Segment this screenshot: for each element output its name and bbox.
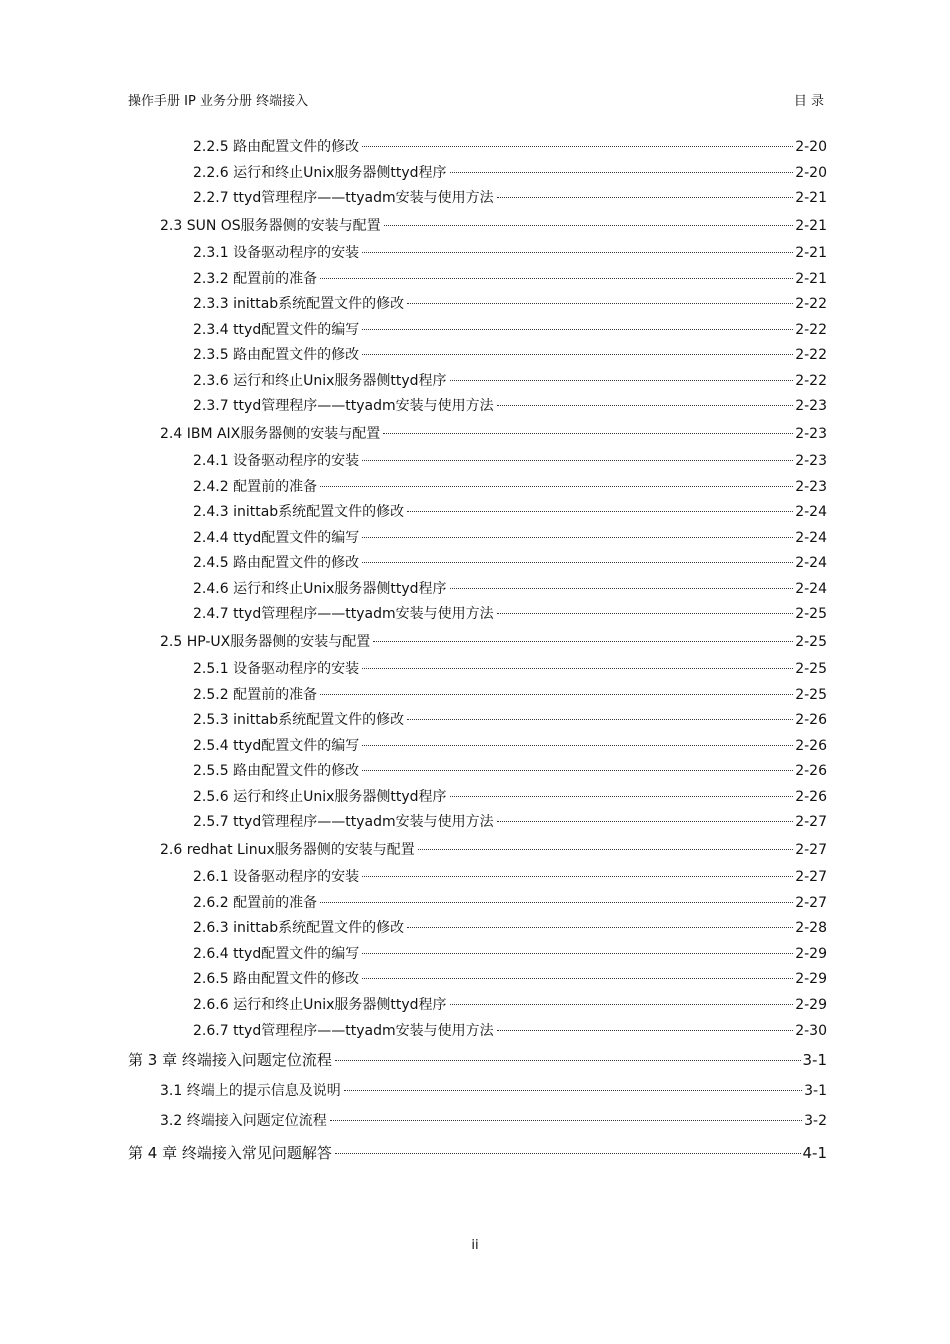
dot-leader <box>450 1004 794 1005</box>
toc-entry[interactable] <box>128 1143 827 1163</box>
toc-entry-title: 2.4.5 路由配置文件的修改 <box>193 555 360 571</box>
dot-leader <box>320 902 793 903</box>
toc-entry[interactable] <box>193 371 827 391</box>
toc-entry-page: 2-23 <box>795 398 827 414</box>
toc-entry-title: 2.6.1 设备驱动程序的安装 <box>193 869 360 885</box>
toc-entry[interactable] <box>193 269 827 289</box>
toc-entry[interactable] <box>193 867 827 887</box>
toc-entry[interactable] <box>193 736 827 756</box>
toc-entry[interactable] <box>160 632 827 652</box>
toc-entry-title: 2.3.7 ttyd管理程序——ttyadm安装与使用方法 <box>193 398 494 414</box>
toc-entry-page: 2-21 <box>795 190 827 206</box>
toc-entry-page: 2-23 <box>795 479 827 495</box>
toc-entry-page: 2-21 <box>795 245 827 261</box>
toc-entry-title: 第 4 章 终端接入常见问题解答 <box>128 1144 332 1162</box>
toc-entry-page: 2-20 <box>795 165 827 181</box>
toc-entry-page: 2-23 <box>795 426 827 442</box>
toc-entry-page: 2-27 <box>795 869 827 885</box>
dot-leader <box>450 172 794 173</box>
toc-entry-title: 2.2.7 ttyd管理程序——ttyadm安装与使用方法 <box>193 190 494 206</box>
toc-entry-title: 2.5.1 设备驱动程序的安装 <box>193 661 360 677</box>
dot-leader <box>362 668 793 669</box>
dot-leader <box>362 978 793 979</box>
toc-entry-title: 2.4.2 配置前的准备 <box>193 479 318 495</box>
dot-leader <box>497 197 794 198</box>
dot-leader <box>407 511 793 512</box>
toc-entry[interactable] <box>193 659 827 679</box>
toc-entry-title: 2.6.3 inittab系统配置文件的修改 <box>193 920 405 936</box>
dot-leader <box>335 1153 801 1154</box>
toc-entry[interactable] <box>193 761 827 781</box>
dot-leader <box>407 719 793 720</box>
dot-leader <box>497 1030 794 1031</box>
toc-entry-title: 2.4.3 inittab系统配置文件的修改 <box>193 504 405 520</box>
toc-entry-page: 2-23 <box>795 453 827 469</box>
toc-entry-title: 2.3.5 路由配置文件的修改 <box>193 347 360 363</box>
toc-entry-title: 2.5.4 ttyd配置文件的编写 <box>193 738 360 754</box>
dot-leader <box>497 405 794 406</box>
toc-entry-page: 2-24 <box>795 555 827 571</box>
toc-entry-title: 2.6.7 ttyd管理程序——ttyadm安装与使用方法 <box>193 1023 494 1039</box>
toc-entry[interactable] <box>193 893 827 913</box>
toc-entry[interactable] <box>193 345 827 365</box>
toc-entry-page: 4-1 <box>802 1144 827 1162</box>
toc-entry-page: 3-2 <box>804 1113 827 1129</box>
toc-entry-page: 2-29 <box>795 946 827 962</box>
dot-leader <box>497 613 794 614</box>
toc-entry-page: 2-29 <box>795 971 827 987</box>
toc-entry-page: 2-26 <box>795 712 827 728</box>
toc-entry[interactable] <box>193 477 827 497</box>
toc-entry[interactable] <box>193 137 827 157</box>
dot-leader <box>362 876 793 877</box>
dot-leader <box>344 1090 802 1091</box>
toc-entry-title: 2.6 redhat Linux服务器侧的安装与配置 <box>160 842 415 858</box>
toc-entry-page: 2-26 <box>795 763 827 779</box>
toc-entry-title: 2.5.7 ttyd管理程序——ttyadm安装与使用方法 <box>193 814 494 830</box>
toc-entry-title: 2.6.2 配置前的准备 <box>193 895 318 911</box>
toc-entry-title: 2.6.4 ttyd配置文件的编写 <box>193 946 360 962</box>
toc-entry-page: 3-1 <box>802 1051 827 1069</box>
toc-entry[interactable] <box>193 710 827 730</box>
toc-entry-page: 2-22 <box>795 296 827 312</box>
toc-entry[interactable] <box>160 840 827 860</box>
toc-entry-page: 2-27 <box>795 842 827 858</box>
dot-leader <box>330 1120 802 1121</box>
dot-leader <box>384 225 794 226</box>
page-header <box>128 93 824 111</box>
toc-entry-title: 2.4.4 ttyd配置文件的编写 <box>193 530 360 546</box>
toc-entry[interactable] <box>193 944 827 964</box>
toc-entry-title: 2.5.6 运行和终止Unix服务器侧ttyd程序 <box>193 789 447 805</box>
toc-entry[interactable] <box>193 188 827 208</box>
toc-entry-page: 2-26 <box>795 789 827 805</box>
toc-entry-title: 2.3.2 配置前的准备 <box>193 271 318 287</box>
toc-entry-title: 2.5.3 inittab系统配置文件的修改 <box>193 712 405 728</box>
toc-entry-title: 2.5 HP-UX服务器侧的安装与配置 <box>160 634 371 650</box>
dot-leader <box>383 433 793 434</box>
dot-leader <box>450 796 794 797</box>
dot-leader <box>362 354 793 355</box>
dot-leader <box>362 329 793 330</box>
toc-entry-page: 2-27 <box>795 814 827 830</box>
footer-page-number: ii <box>471 1238 479 1253</box>
toc-entry-page: 2-25 <box>795 687 827 703</box>
dot-leader <box>362 745 793 746</box>
toc-entry[interactable] <box>193 787 827 807</box>
toc-entry-page: 2-20 <box>795 139 827 155</box>
toc-entry[interactable] <box>193 918 827 938</box>
toc-entry[interactable] <box>193 604 827 624</box>
toc-entry-title: 2.3 SUN OS服务器侧的安装与配置 <box>160 218 381 234</box>
dot-leader <box>450 380 794 381</box>
header-document-title: 操作手册 IP 业务分册 终端接入 <box>128 94 309 109</box>
toc-entry-page: 2-22 <box>795 322 827 338</box>
toc-entry-page: 2-21 <box>795 271 827 287</box>
toc-entry[interactable] <box>193 451 827 471</box>
toc-entry-title: 2.6.6 运行和终止Unix服务器侧ttyd程序 <box>193 997 447 1013</box>
dot-leader <box>407 303 793 304</box>
dot-leader <box>373 641 793 642</box>
dot-leader <box>320 278 793 279</box>
dot-leader <box>497 821 794 822</box>
toc-entry-page: 2-25 <box>795 606 827 622</box>
dot-leader <box>362 770 793 771</box>
dot-leader <box>450 588 794 589</box>
toc-entry-page: 2-26 <box>795 738 827 754</box>
toc-entry[interactable] <box>193 396 827 416</box>
dot-leader <box>418 849 793 850</box>
dot-leader <box>362 252 793 253</box>
toc-entry[interactable] <box>193 579 827 599</box>
toc-entry-title: 2.4.7 ttyd管理程序——ttyadm安装与使用方法 <box>193 606 494 622</box>
page-footer <box>0 1238 950 1253</box>
toc-entry-page: 2-29 <box>795 997 827 1013</box>
toc-entry[interactable] <box>193 1021 827 1041</box>
toc-entry-title: 2.4.1 设备驱动程序的安装 <box>193 453 360 469</box>
toc-entry[interactable] <box>193 812 827 832</box>
toc-entry-page: 2-24 <box>795 504 827 520</box>
dot-leader <box>362 537 793 538</box>
toc-entry-page: 2-25 <box>795 634 827 650</box>
toc-entry-title: 3.2 终端接入问题定位流程 <box>160 1113 327 1129</box>
toc-entry-page: 2-21 <box>795 218 827 234</box>
dot-leader <box>320 486 793 487</box>
toc-entry[interactable] <box>193 243 827 263</box>
toc-entry[interactable] <box>160 424 827 444</box>
toc-entry-title: 2.4.6 运行和终止Unix服务器侧ttyd程序 <box>193 581 447 597</box>
toc-entry-title: 2.2.6 运行和终止Unix服务器侧ttyd程序 <box>193 165 447 181</box>
toc-entry-title: 2.5.2 配置前的准备 <box>193 687 318 703</box>
header-section-label: 目 录 <box>793 94 824 109</box>
toc-entry-title: 2.3.3 inittab系统配置文件的修改 <box>193 296 405 312</box>
dot-leader <box>407 927 793 928</box>
dot-leader <box>320 694 793 695</box>
toc-entry-title: 2.3.4 ttyd配置文件的编写 <box>193 322 360 338</box>
toc-entry[interactable] <box>193 969 827 989</box>
toc-entry[interactable] <box>160 1081 827 1101</box>
toc-entry[interactable] <box>193 995 827 1015</box>
toc-entry[interactable] <box>128 1050 827 1070</box>
dot-leader <box>362 146 793 147</box>
toc-entry-page: 2-22 <box>795 347 827 363</box>
toc-entry[interactable] <box>193 502 827 522</box>
toc-entry[interactable] <box>193 163 827 183</box>
toc-entry[interactable] <box>193 553 827 573</box>
dot-leader <box>335 1060 801 1061</box>
toc-entry-title: 2.3.1 设备驱动程序的安装 <box>193 245 360 261</box>
toc-entry-page: 2-25 <box>795 661 827 677</box>
toc-entry-page: 2-24 <box>795 581 827 597</box>
toc-entry-title: 2.4 IBM AIX服务器侧的安装与配置 <box>160 426 381 442</box>
toc-entry-title: 2.6.5 路由配置文件的修改 <box>193 971 360 987</box>
toc-entry-title: 第 3 章 终端接入问题定位流程 <box>128 1051 332 1069</box>
dot-leader <box>362 953 793 954</box>
toc-entry-title: 2.3.6 运行和终止Unix服务器侧ttyd程序 <box>193 373 447 389</box>
dot-leader <box>362 460 793 461</box>
toc-entry-title: 2.5.5 路由配置文件的修改 <box>193 763 360 779</box>
toc-entry-page: 2-30 <box>795 1023 827 1039</box>
toc-entry-page: 2-27 <box>795 895 827 911</box>
toc-entry-title: 2.2.5 路由配置文件的修改 <box>193 139 360 155</box>
toc-entry[interactable] <box>193 685 827 705</box>
toc-entry[interactable] <box>193 528 827 548</box>
toc-entry[interactable] <box>193 294 827 314</box>
toc-entry[interactable] <box>160 1111 827 1131</box>
toc-entry-page: 3-1 <box>804 1083 827 1099</box>
toc-entry[interactable] <box>193 320 827 340</box>
toc-entry-page: 2-28 <box>795 920 827 936</box>
toc-entry-page: 2-24 <box>795 530 827 546</box>
dot-leader <box>362 562 793 563</box>
toc-entry[interactable] <box>160 216 827 236</box>
toc-entry-page: 2-22 <box>795 373 827 389</box>
toc-entry-title: 3.1 终端上的提示信息及说明 <box>160 1083 341 1099</box>
